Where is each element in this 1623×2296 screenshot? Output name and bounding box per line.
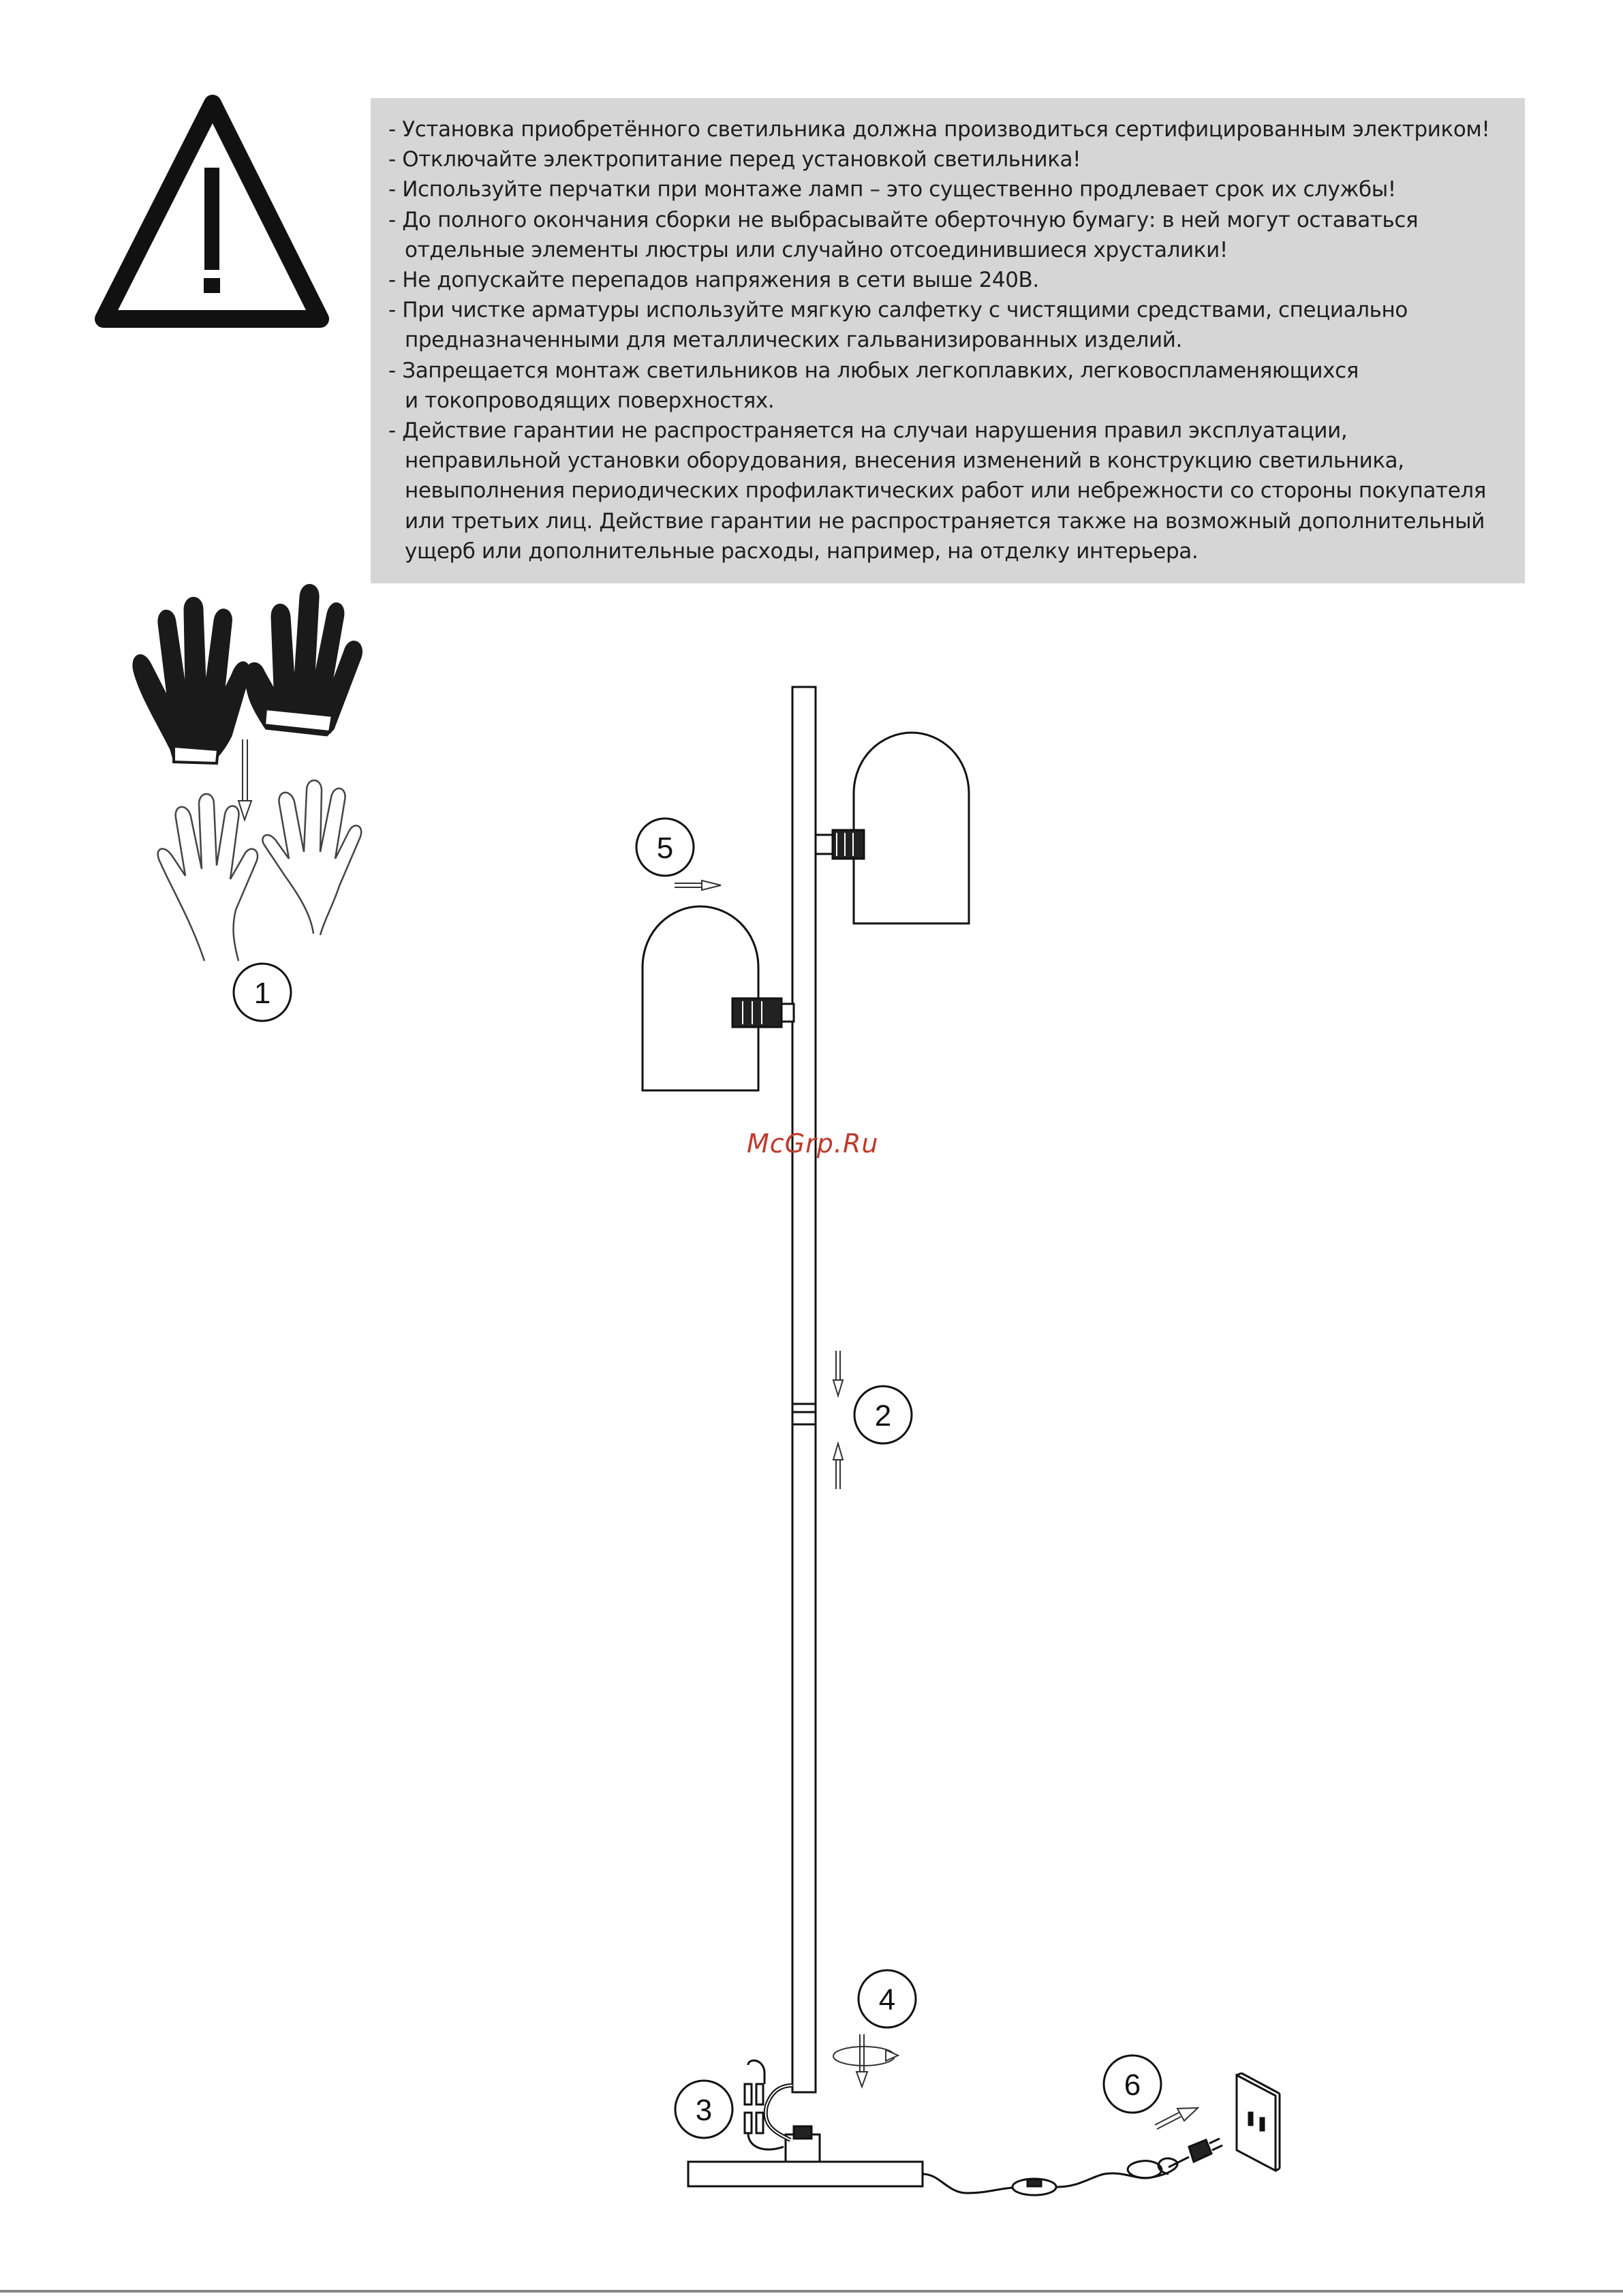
warning-line: - Отключайте электропитание перед установкой светильника! — [388, 147, 1081, 172]
rotate-arrow-icon — [833, 2034, 898, 2087]
lamp-pole — [792, 687, 816, 2092]
warning-line: - До полного окончания сборки не выбрасывайте оберточную бумагу: в ней могут оставаться — [388, 207, 1419, 232]
warning-line: - Установка приобретённого светильника должна производиться сертифицированным электриком! — [388, 117, 1490, 142]
warning-line: или третьих лиц. Действие гарантии не распространяется также на возможный дополнительный — [405, 508, 1485, 534]
step-2-number: 2 — [874, 1399, 892, 1433]
warning-line: - Не допускайте перепадов напряжения в сети выше 240В. — [388, 268, 1039, 293]
lamp-shade-lower — [643, 906, 794, 1090]
warning-line: - Действие гарантии не распространяется на случаи нарушения правил эксплуатации, — [388, 418, 1348, 444]
step-4-number: 4 — [878, 1983, 896, 2017]
page-bottom-rule — [0, 2290, 1623, 2293]
safety-warnings-panel — [371, 98, 1525, 583]
watermark: McGrp.Ru — [747, 1129, 879, 1159]
warning-line: и токопроводящих поверхностях. — [405, 388, 775, 413]
warning-line: предназначенными для металлических гальванизированных изделий. — [405, 328, 1182, 353]
warning-line: ущерб или дополнительные расходы, например, на отделку интерьера. — [405, 538, 1199, 564]
step-3-number: 3 — [695, 2094, 713, 2127]
lamp-shade-upper — [816, 733, 969, 923]
plug-icon — [1189, 2139, 1222, 2162]
step-6-number: 6 — [1124, 2068, 1141, 2102]
warning-line: - Запрещается монтаж светильников на любых легкоплавких, легковоспламеняющихся — [388, 358, 1359, 383]
step-5-number: 5 — [656, 831, 674, 865]
arrow-down-icon — [833, 1351, 843, 1396]
arrow-up-icon — [833, 1443, 843, 1489]
warning-line: невыполнения периодических профилактических работ или небрежности со стороны покупателя — [405, 478, 1487, 504]
warning-line: отдельные элементы люстры или случайно отсоединившиеся хрусталики! — [405, 237, 1228, 262]
bare-hands-icon — [158, 780, 361, 961]
arrow-right-icon — [675, 881, 721, 890]
arrow-icon — [1155, 2108, 1198, 2129]
arrow-down-icon — [238, 739, 251, 820]
warning-line: неправильной установки оборудования, внесения изменений в конструкцию светильника, — [405, 448, 1404, 474]
power-cable — [923, 2157, 1189, 2195]
wall-socket-icon — [1237, 2073, 1280, 2171]
warning-triangle-icon — [104, 104, 320, 319]
gloves-icon — [133, 584, 362, 763]
warning-line: - При чистке арматуры используйте мягкую салфетку с чистящими средствами, специально — [388, 298, 1408, 323]
step-1-number: 1 — [253, 977, 271, 1010]
warning-line: - Используйте перчатки при монтаже ламп – это существенно продлевает срок их службы! — [388, 177, 1396, 202]
